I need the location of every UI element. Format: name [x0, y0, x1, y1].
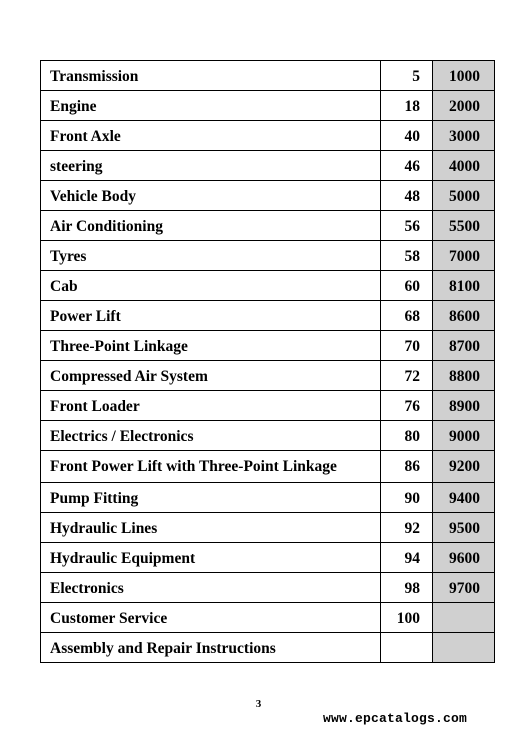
section-group-code: 1000 [433, 61, 495, 91]
page-number: 3 [255, 698, 262, 710]
section-group-code [433, 633, 495, 663]
section-page-number: 46 [381, 151, 433, 181]
section-group-code: 4000 [433, 151, 495, 181]
contents-table-body [41, 61, 495, 663]
table-row [41, 361, 495, 391]
section-group-code: 8600 [433, 301, 495, 331]
table-row [41, 301, 495, 331]
section-title: Pump Fitting [41, 483, 381, 513]
section-title: Hydraulic Lines [41, 513, 381, 543]
section-page-number: 56 [381, 211, 433, 241]
table-row [41, 543, 495, 573]
section-title: Tyres [41, 241, 381, 271]
section-group-code: 3000 [433, 121, 495, 151]
section-group-code: 7000 [433, 241, 495, 271]
section-group-code: 9500 [433, 513, 495, 543]
section-group-code: 8100 [433, 271, 495, 301]
section-title: Three-Point Linkage [41, 331, 381, 361]
section-title: steering [41, 151, 381, 181]
section-title: Electrics / Electronics [41, 421, 381, 451]
section-page-number: 60 [381, 271, 433, 301]
section-page-number: 18 [381, 91, 433, 121]
section-group-code: 8900 [433, 391, 495, 421]
table-row [41, 603, 495, 633]
section-title: Hydraulic Equipment [41, 543, 381, 573]
table-row [41, 61, 495, 91]
table-row [41, 211, 495, 241]
table-row [41, 91, 495, 121]
table-row [41, 181, 495, 211]
table-row [41, 391, 495, 421]
section-page-number [381, 633, 433, 663]
contents-table [40, 60, 495, 663]
section-page-number: 92 [381, 513, 433, 543]
section-group-code: 9200 [433, 451, 495, 483]
section-page-number: 94 [381, 543, 433, 573]
table-row [41, 573, 495, 603]
table-row [41, 331, 495, 361]
section-title: Customer Service [41, 603, 381, 633]
section-group-code: 9400 [433, 483, 495, 513]
section-title: Front Loader [41, 391, 381, 421]
section-page-number: 76 [381, 391, 433, 421]
section-group-code [433, 603, 495, 633]
section-page-number: 5 [381, 61, 433, 91]
section-page-number: 40 [381, 121, 433, 151]
table-row [41, 451, 495, 483]
section-title: Power Lift [41, 301, 381, 331]
section-group-code: 9000 [433, 421, 495, 451]
section-page-number: 98 [381, 573, 433, 603]
section-title: Vehicle Body [41, 181, 381, 211]
section-group-code: 8700 [433, 331, 495, 361]
section-title: Front Power Lift with Three-Point Linkage [41, 451, 381, 483]
section-page-number: 70 [381, 331, 433, 361]
section-group-code: 9700 [433, 573, 495, 603]
section-title: Front Axle [41, 121, 381, 151]
table-row [41, 633, 495, 663]
section-group-code: 5000 [433, 181, 495, 211]
section-title: Cab [41, 271, 381, 301]
section-page-number: 72 [381, 361, 433, 391]
section-page-number: 58 [381, 241, 433, 271]
section-page-number: 68 [381, 301, 433, 331]
section-page-number: 48 [381, 181, 433, 211]
section-group-code: 8800 [433, 361, 495, 391]
section-title: Compressed Air System [41, 361, 381, 391]
table-row [41, 513, 495, 543]
section-page-number: 100 [381, 603, 433, 633]
table-row [41, 271, 495, 301]
section-page-number: 86 [381, 451, 433, 483]
table-row [41, 121, 495, 151]
section-group-code: 9600 [433, 543, 495, 573]
section-page-number: 80 [381, 421, 433, 451]
table-row [41, 483, 495, 513]
table-row [41, 421, 495, 451]
table-row [41, 241, 495, 271]
section-title: Air Conditioning [41, 211, 381, 241]
section-group-code: 2000 [433, 91, 495, 121]
watermark-url: www.epcatalogs.com [322, 711, 467, 726]
section-title: Transmission [41, 61, 381, 91]
section-title: Assembly and Repair Instructions [41, 633, 381, 663]
section-title: Electronics [41, 573, 381, 603]
section-group-code: 5500 [433, 211, 495, 241]
section-title: Engine [41, 91, 381, 121]
section-page-number: 90 [381, 483, 433, 513]
table-row [41, 151, 495, 181]
